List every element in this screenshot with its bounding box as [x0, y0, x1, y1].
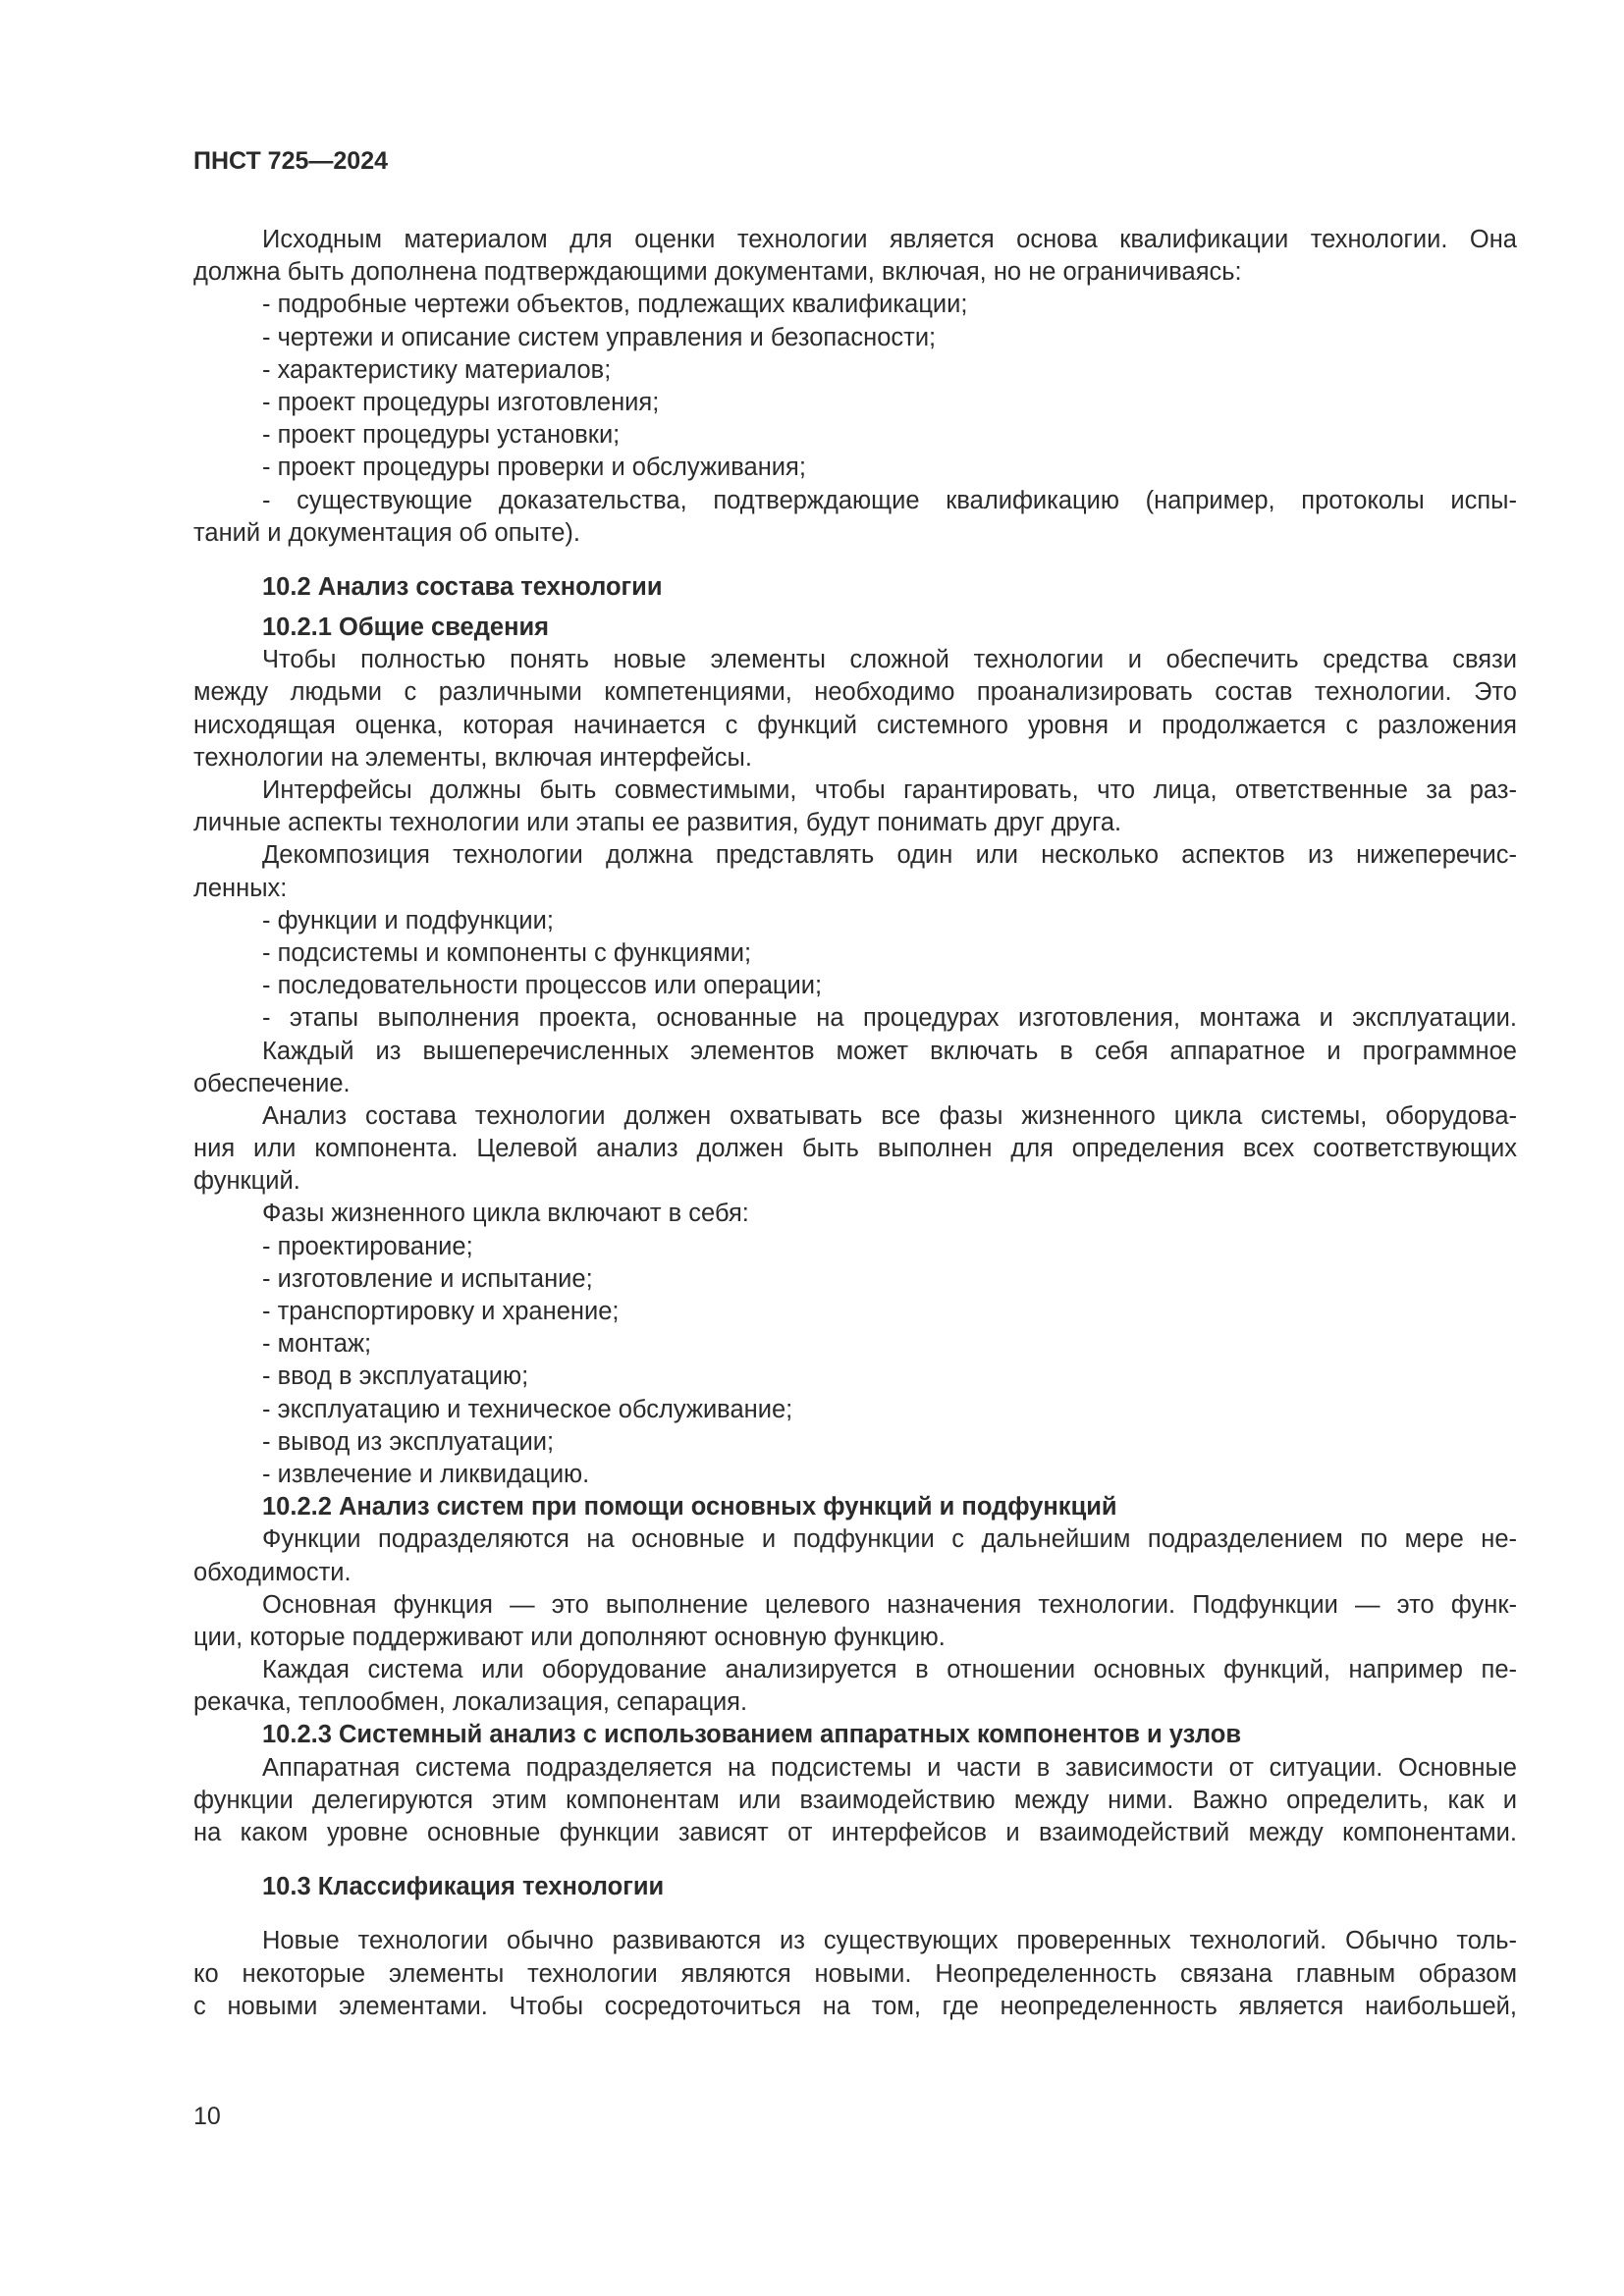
paragraph-line: технологии на элементы, включая интерфейсы. — [193, 743, 752, 772]
paragraph-line: с новыми элементами. Чтобы сосредоточиться на том, где неопределенность является наибольшей, — [193, 1992, 1517, 2020]
paragraph-line: Фазы жизненного цикла включают в себя: — [262, 1200, 749, 1228]
paragraph-line: Новые технологии обычно развиваются из существующих проверенных технологий. Обычно толь- — [262, 1927, 1517, 1955]
paragraph-line: обеспечение. — [193, 1069, 351, 1097]
paragraph-line: между людьми с различными компетенциями, необходимо проанализировать состав технологии. Это — [193, 678, 1517, 707]
paragraph-line: Декомпозиция технологии должна представлять один или несколько аспектов из нижеперечис- — [262, 841, 1517, 870]
paragraph-line: Анализ состава технологии должен охватывать все фазы жизненного цикла системы, оборудова- — [262, 1101, 1517, 1130]
list-item-continuation: таний и документация об опыте). — [193, 518, 580, 547]
list-item: - ввод в эксплуатацию; — [262, 1362, 529, 1391]
paragraph-line: на каком уровне основные функции зависят от интерфейсов и взаимодействий между компонентами. — [193, 1819, 1517, 1846]
section-heading-10-2-1: 10.2.1 Общие сведения — [262, 614, 550, 642]
paragraph-line: обходимости. — [193, 1558, 352, 1586]
section-heading-10-3: 10.3 Классификация технологии — [262, 1873, 665, 1901]
list-item: - этапы выполнения проекта, основанные на процедурах изготовления, монтажа и эксплуатации. — [262, 1004, 1517, 1033]
list-item: - проект процедуры изготовления; — [262, 388, 660, 416]
paragraph-line: должна быть дополнена подтверждающими документами, включая, но не ограничиваясь: — [193, 258, 1242, 287]
paragraph-line: Каждый из вышеперечисленных элементов может включать в себя аппаратное и программное — [262, 1037, 1517, 1065]
paragraph-line: личные аспекты технологии или этапы ее развития, будут понимать друг друга. — [193, 809, 1122, 837]
list-item: - существующие доказательства, подтверждающие квалификацию (например, протоколы испы- — [262, 486, 1517, 514]
list-item: - характеристику материалов; — [262, 355, 612, 384]
paragraph-line: ния или компонента. Целевой анализ должен быть выполнен для определения всех соответствующих — [193, 1135, 1517, 1163]
list-item: - извлечение и ликвидацию. — [262, 1460, 590, 1488]
paragraph-line: Исходным материалом для оценки технологии является основа квалификации технологии. Она — [262, 226, 1517, 253]
list-item: - чертежи и описание систем управления и безопасности; — [262, 323, 937, 351]
paragraph-line: рекачка, теплообмен, локализация, сепарация. — [193, 1688, 748, 1717]
paragraph-line: Каждая система или оборудование анализируется в отношении основных функций, например пе- — [262, 1656, 1517, 1684]
list-item: - проект процедуры установки; — [262, 421, 621, 450]
section-heading-10-2: 10.2 Анализ состава технологии — [262, 572, 663, 601]
paragraph-line: Функции подразделяются на основные и подфункции с дальнейшим подразделением по мере не- — [262, 1525, 1517, 1554]
list-item: - эксплуатацию и техническое обслуживание; — [262, 1395, 793, 1423]
paragraph-line: ции, которые поддерживают или дополняют основную функцию. — [193, 1623, 946, 1651]
list-item: - последовательности процессов или операции; — [262, 972, 823, 1000]
page-body — [193, 224, 1517, 2023]
paragraph-line: Аппаратная система подразделяется на подсистемы и части в зависимости от ситуации. Основные — [262, 1753, 1517, 1782]
document-header: ПНСТ 725—2024 — [193, 147, 388, 175]
list-item: - проектирование; — [262, 1232, 473, 1260]
paragraph-line: Основная функция — это выполнение целевого назначения технологии. Подфункции — это функ- — [262, 1590, 1517, 1619]
paragraph-line: функций. — [193, 1167, 300, 1196]
section-heading-10-2-2: 10.2.2 Анализ систем при помощи основных функций и подфункций — [262, 1493, 1117, 1522]
list-item: - функции и подфункции; — [262, 906, 554, 934]
list-item: - подробные чертежи объектов, подлежащих квалификации; — [262, 291, 968, 319]
paragraph-line: нисходящая оценка, которая начинается с функций системного уровня и продолжается с разложения — [193, 711, 1517, 739]
page-number: 10 — [193, 2103, 221, 2130]
paragraph-line: ко некоторые элементы технологии являются новыми. Неопределенность связана главным образом — [193, 1959, 1517, 1988]
list-item: - транспортировку и хранение; — [262, 1298, 620, 1325]
paragraph-line: функции делегируются этим компонентам или взаимодействию между ними. Важно определить, как и — [193, 1786, 1517, 1814]
section-heading-10-2-3: 10.2.3 Системный анализ с использованием аппаратных компонентов и узлов — [262, 1721, 1242, 1749]
paragraph-line: ленных: — [193, 874, 288, 902]
list-item: - проект процедуры проверки и обслуживания; — [262, 454, 806, 482]
list-item: - изготовление и испытание; — [262, 1264, 593, 1293]
list-item: - подсистемы и компоненты с функциями; — [262, 938, 752, 967]
paragraph-line: Интерфейсы должны быть совместимыми, чтобы гарантировать, что лица, ответственные за раз- — [262, 776, 1517, 804]
paragraph-line: Чтобы полностью понять новые элементы сложной технологии и обеспечить средства связи — [262, 646, 1517, 674]
list-item: - монтаж; — [262, 1330, 372, 1359]
list-item: - вывод из эксплуатации; — [262, 1427, 555, 1456]
